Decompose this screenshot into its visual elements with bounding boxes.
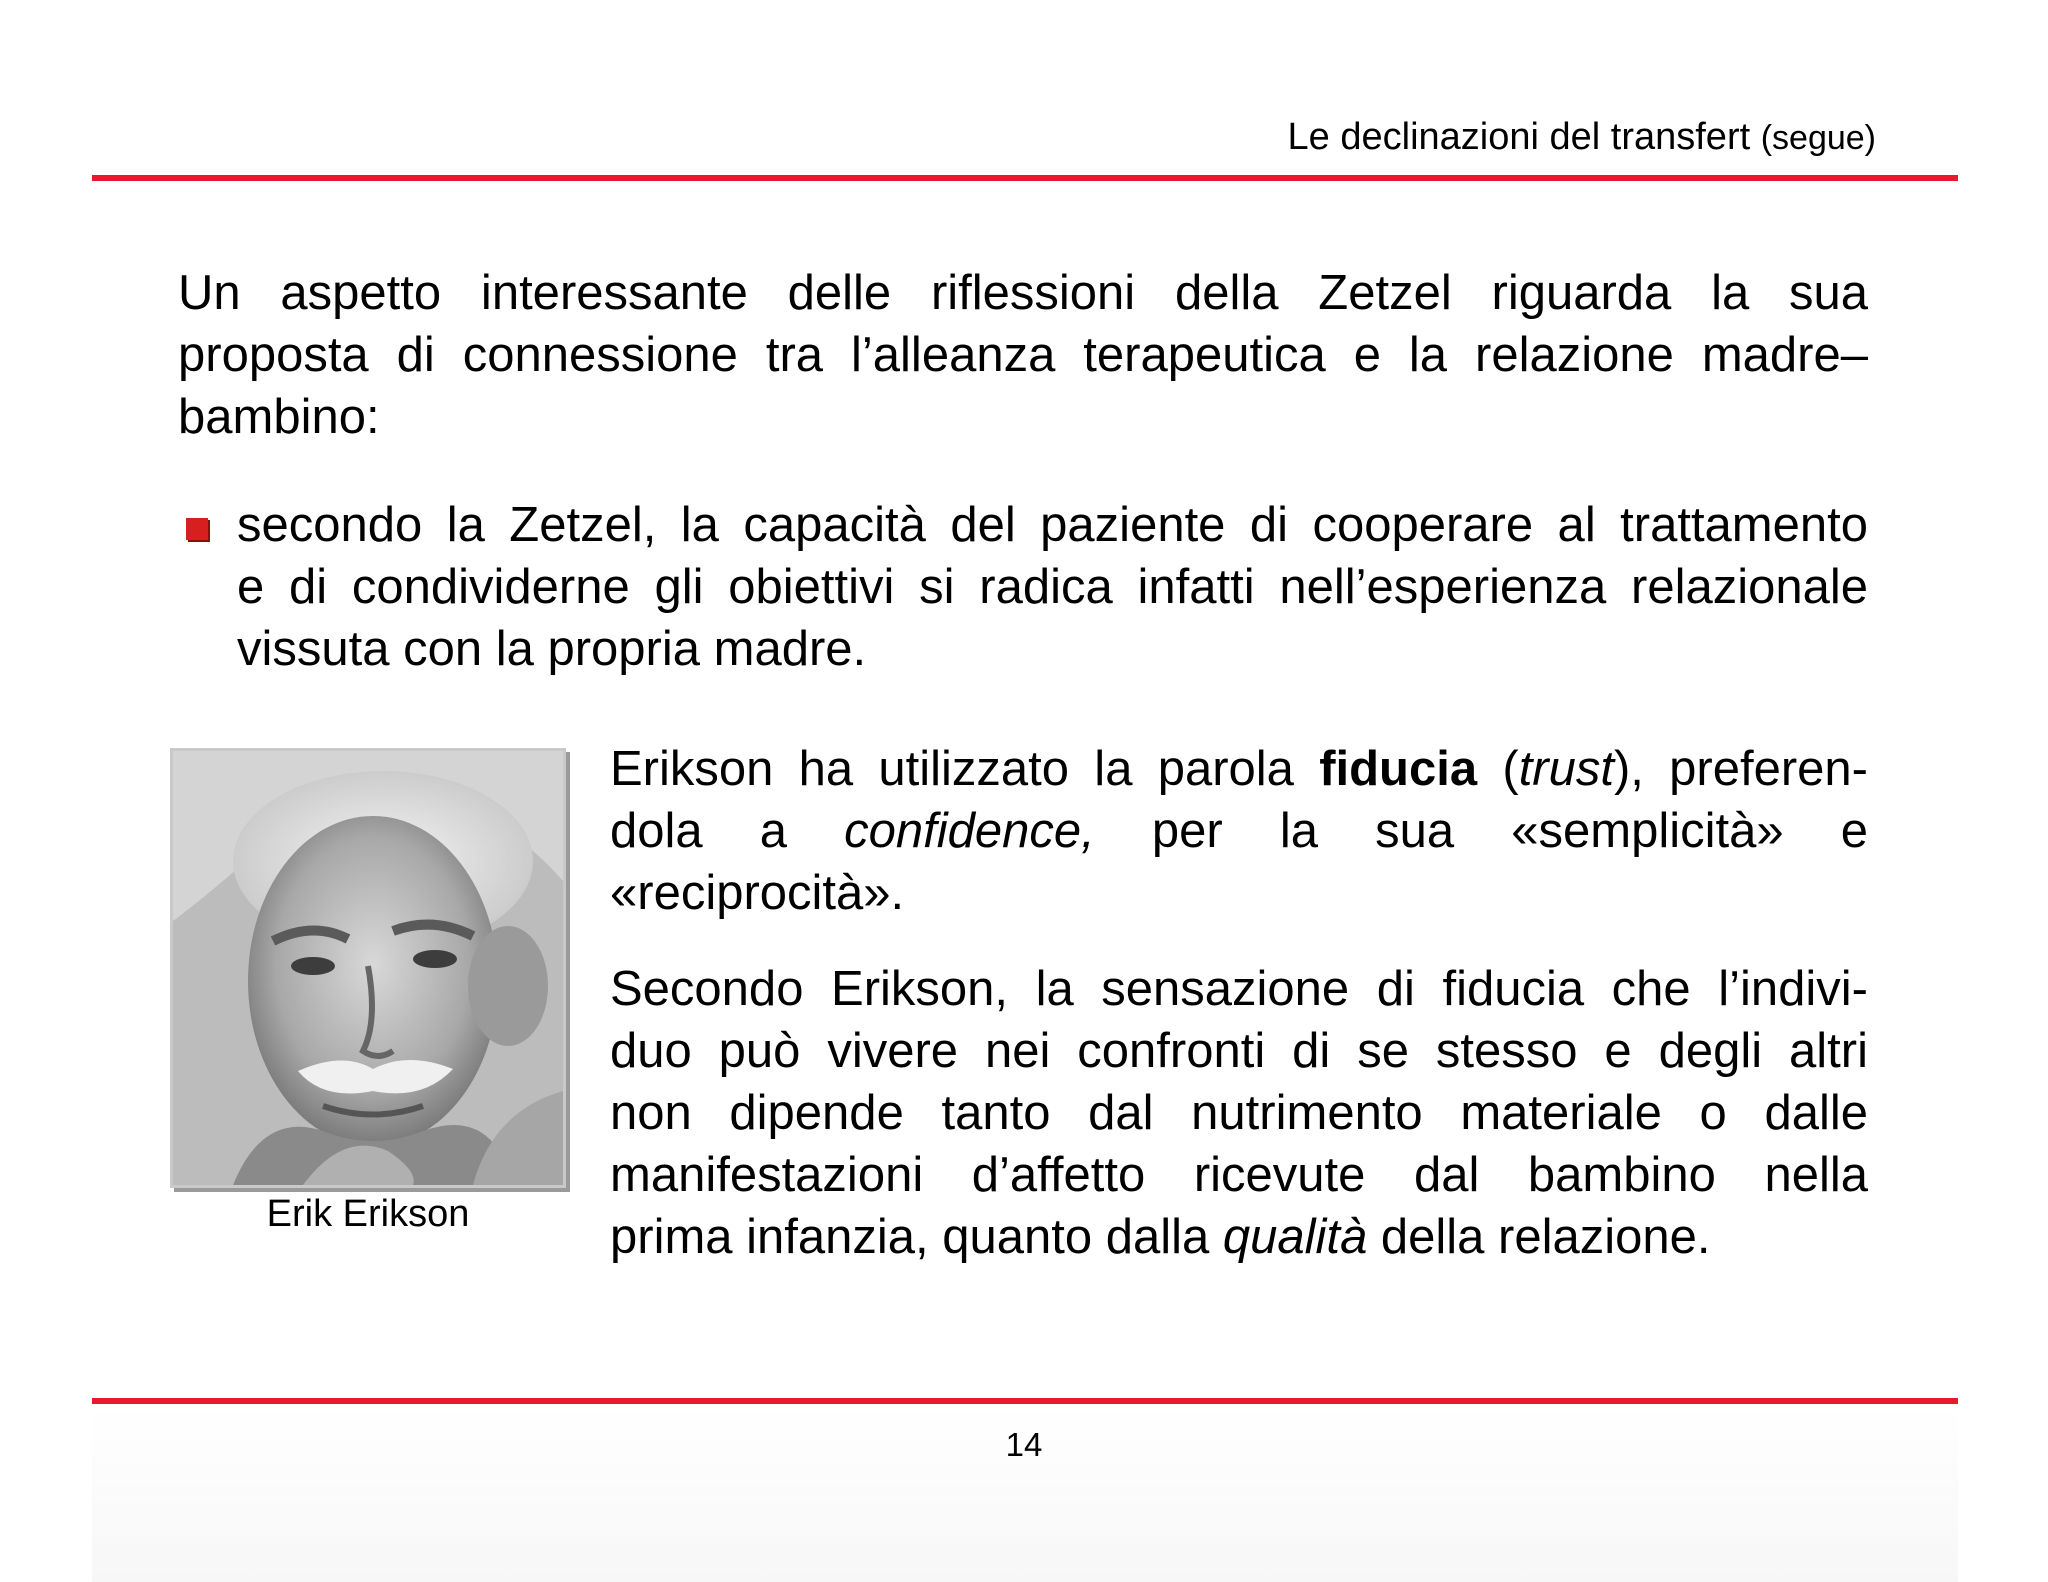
text-run: dola a bbox=[610, 804, 845, 858]
intro-line: bambino: bbox=[178, 390, 380, 444]
photo-caption: Erik Erikson bbox=[266, 1193, 470, 1235]
square-bullet-icon bbox=[186, 518, 208, 540]
paragraph-line bbox=[610, 800, 1868, 862]
intro-line: proposta di connessione tra l’alleanza terapeutica e la relazione madre– bbox=[178, 328, 1868, 382]
text-run: per la sua «semplicità» e bbox=[1094, 804, 1868, 858]
erikson-paragraph-2 bbox=[610, 958, 1868, 1268]
intro-paragraph bbox=[178, 262, 1868, 448]
bullet-item bbox=[178, 494, 1868, 680]
text-run: prima infanzia, quanto dalla bbox=[610, 1210, 1223, 1264]
paragraph-line: Secondo Erikson, la sensazione di fiducia che l’indivi- bbox=[610, 962, 1868, 1016]
footer-rule bbox=[92, 1398, 1958, 1404]
paragraph-line bbox=[610, 1206, 1868, 1268]
bullet-line: vissuta con la propria madre. bbox=[237, 622, 867, 676]
slide-header-title bbox=[1288, 118, 1876, 156]
page-number: 14 bbox=[1005, 1426, 1043, 1463]
paragraph-line: «reciprocità». bbox=[610, 866, 905, 920]
header-title-text: Le declinazioni del transfert bbox=[1287, 116, 1751, 158]
erikson-text-column bbox=[610, 738, 1868, 1268]
bullet-line: e di condividerne gli obiettivi si radica infatti nell’esperienza relazionale bbox=[237, 560, 1868, 614]
intro-line: Un aspetto interessante delle riflessioni della Zetzel riguarda la sua bbox=[178, 266, 1868, 320]
text-run: ( bbox=[1477, 742, 1519, 796]
paragraph-line: manifestazioni d’affetto ricevute dal bambino nella bbox=[610, 1148, 1868, 1202]
erikson-paragraph-1 bbox=[610, 738, 1868, 924]
text-run: Erikson ha utilizzato la parola bbox=[610, 742, 1320, 796]
portrait-icon bbox=[173, 751, 563, 1185]
erikson-portrait-photo bbox=[170, 748, 566, 1188]
bullet-text bbox=[237, 494, 1868, 680]
paragraph-line: duo può vivere nei confronti di se stesso e degli altri bbox=[610, 1024, 1868, 1078]
italic-term: confidence, bbox=[844, 804, 1095, 858]
italic-term: trust bbox=[1518, 742, 1614, 796]
text-run: ), preferen- bbox=[1613, 742, 1868, 796]
header-rule bbox=[92, 175, 1958, 181]
paragraph-line bbox=[610, 738, 1868, 800]
italic-term: qualità bbox=[1222, 1210, 1368, 1264]
paragraph-line: non dipende tanto dal nutrimento materiale o dalle bbox=[610, 1086, 1868, 1140]
header-subtitle: (segue) bbox=[1760, 119, 1876, 157]
text-run: della relazione. bbox=[1367, 1210, 1711, 1264]
bold-term: fiducia bbox=[1319, 742, 1478, 796]
bullet-line: secondo la Zetzel, la capacità del paziente di cooperare al trattamento bbox=[237, 498, 1868, 552]
